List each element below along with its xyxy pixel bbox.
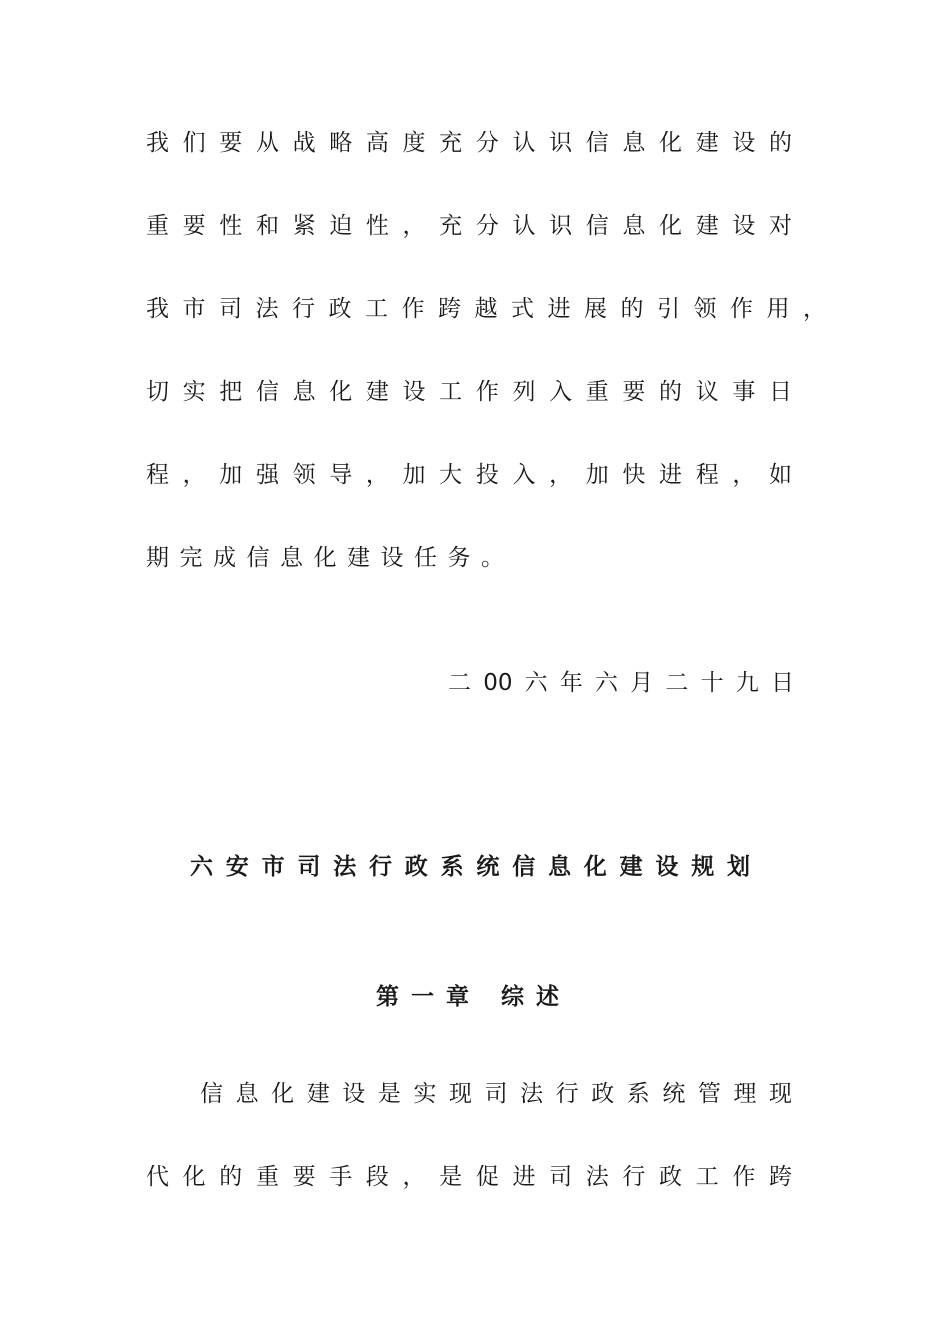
paragraph-line: 代化的重要手段，是促进司法行政工作跨	[146, 1164, 792, 1190]
chapter-title: 第一章 综述	[376, 984, 572, 1010]
document-date: 二00六年六月二十九日	[448, 670, 794, 696]
paragraph-line: 信息化建设是实现司法行政系统管理现	[200, 1081, 792, 1107]
paragraph-line: 我们要从战略高度充分认识信息化建设的	[146, 130, 792, 156]
paragraph-line: 期完成信息化建设任务。	[146, 545, 515, 571]
paragraph-line: 重要性和紧迫性，充分认识信息化建设对	[146, 213, 792, 239]
paragraph-line: 我市司法行政工作跨越式进展的引领作用，	[146, 296, 826, 322]
paragraph-line: 切实把信息化建设工作列入重要的议事日	[146, 379, 792, 405]
plan-title: 六安市司法行政系统信息化建设规划	[190, 854, 750, 880]
paragraph-line: 程，加强领导，加大投入，加快进程，如	[146, 462, 792, 488]
